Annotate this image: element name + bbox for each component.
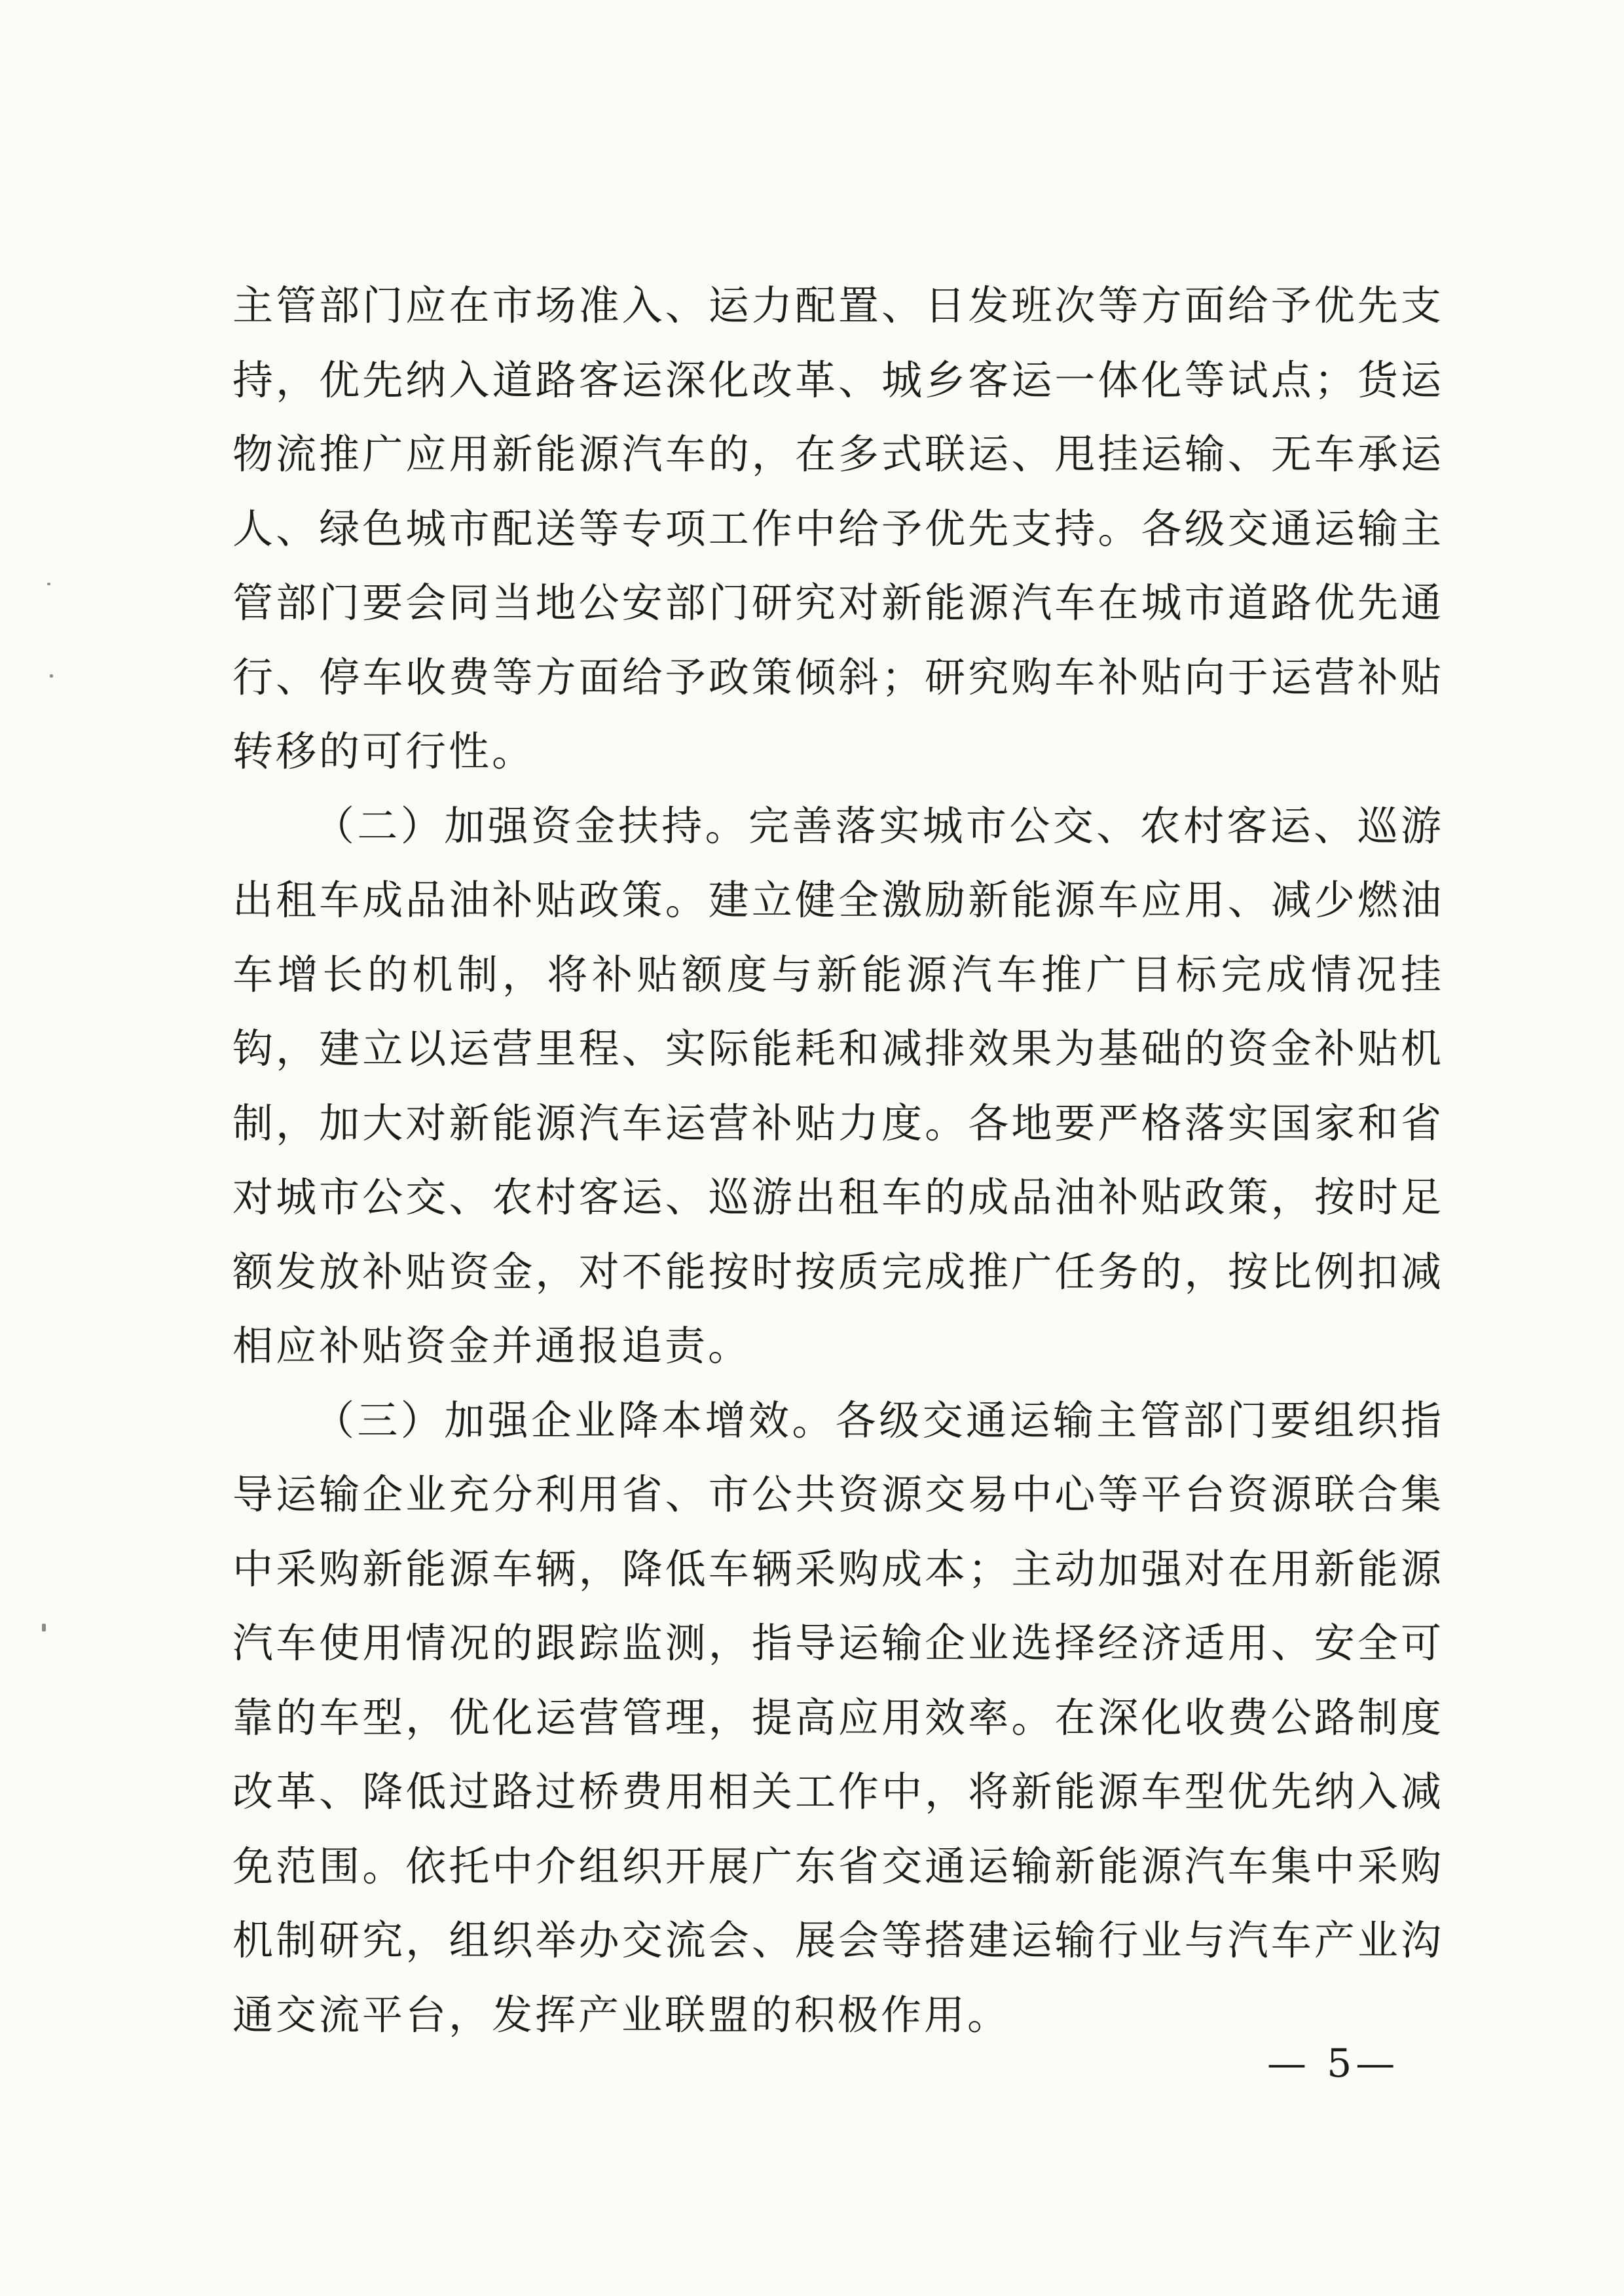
paragraph-policy-support: 主管部门应在市场准入、运力配置、日发班次等方面给予优先支持，优先纳入道路客运深化改革、城乡客运一体化等试点；货运物流推广应用新能源汽车的，在多式联运、甩挂运输、无车承运人、绿色城市配送等专项工作中给予优先支持。各级交通运输主管部门要会同当地公安部门研究对新能源汽车在城市道路优先通行、停车收费等方面给予政策倾斜；研究购车补贴向于运营补贴转移的可行性。 [232, 282, 1444, 775]
page-number: — 5— [1267, 2041, 1399, 2086]
document-body [232, 268, 1444, 2052]
paragraph-cost-efficiency: （三）加强企业降本增效。各级交通运输主管部门要组织指导运输企业充分利用省、市公共资源交易中心等平台资源联合集中采购新能源车辆，降低车辆采购成本；主动加强对在用新能源汽车使用情况的跟踪监测，指导运输企业选择经济适用、安全可靠的车型，优化运营管理，提高应用效率。在深化收费公路制度改革、降低过路过桥费用相关工作中，将新能源车型优先纳入减免范围。依托中介组织开展广东省交通运输新能源汽车集中采购机制研究，组织举办交流会、展会等搭建运输行业与汽车产业沟通交流平台，发挥产业联盟的积极作用。 [232, 1396, 1444, 2039]
paragraph-funding-support: （二）加强资金扶持。完善落实城市公交、农村客运、巡游出租车成品油补贴政策。建立健全激励新能源车应用、减少燃油车增长的机制，将补贴额度与新能源汽车推广目标完成情况挂钩，建立以运营里程、实际能耗和减排效果为基础的资金补贴机制，加大对新能源汽车运营补贴力度。各地要严格落实国家和省对城市公交、农村客运、巡游出租车的成品油补贴政策，按时足额发放补贴资金，对不能按时按质完成推广任务的，按比例扣减相应补贴资金并通报追责。 [232, 801, 1444, 1370]
scan-speck [47, 583, 50, 585]
scan-speck [42, 1624, 46, 1631]
scan-speck [50, 674, 53, 678]
